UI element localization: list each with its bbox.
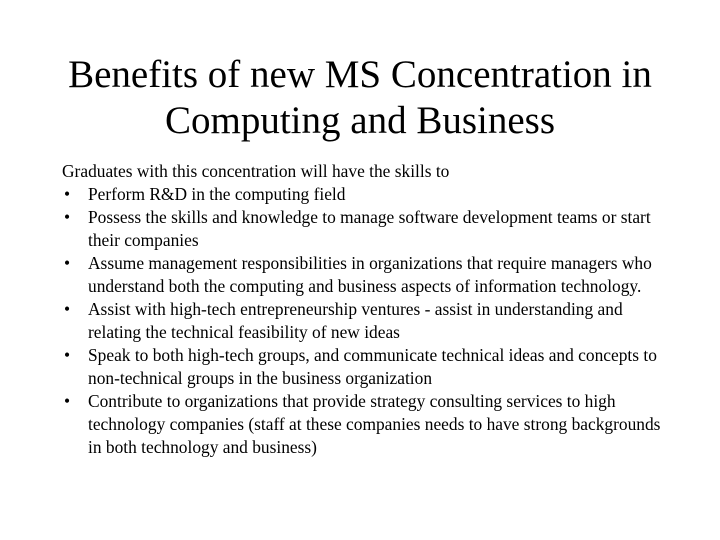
bullet-item [62,344,672,390]
bullet-text: Possess the skills and knowledge to manage software development teams or start their companies [88,207,651,250]
bullet-item [62,390,672,459]
bullet-item [62,298,672,344]
slide-title-line-1: Benefits of new MS Concentration in [68,53,652,96]
bullet-icon: • [64,299,71,319]
bullet-text: Assume management responsibilities in organizations that require managers who understand both the computing and business aspects of information technology. [88,253,652,296]
bullet-icon: • [64,184,71,204]
bullet-text: Speak to both high-tech groups, and communicate technical ideas and concepts to non-technical groups in the business organization [88,345,657,388]
bullet-icon: • [64,391,71,411]
bullet-item [62,252,672,298]
bullet-icon: • [64,207,71,227]
bullet-text: Contribute to organizations that provide strategy consulting services to high technology companies (staff at these companies needs to have strong backgrounds in both technology and business) [88,391,661,457]
bullet-icon: • [64,345,71,365]
intro-text: Graduates with this concentration will have the skills to [62,161,450,181]
bullet-item [62,206,672,252]
bullet-icon: • [64,253,71,273]
bullet-list [62,183,672,459]
bullet-text: Perform R&D in the computing field [88,184,346,204]
slide-title-line-2: Computing and Business [164,99,556,142]
slide-body [62,160,672,459]
slide-title [40,52,680,144]
bullet-text: Assist with high-tech entrepreneurship ventures - assist in understanding and relating the technical feasibility of new ideas [88,299,623,342]
bullet-item [62,183,672,206]
